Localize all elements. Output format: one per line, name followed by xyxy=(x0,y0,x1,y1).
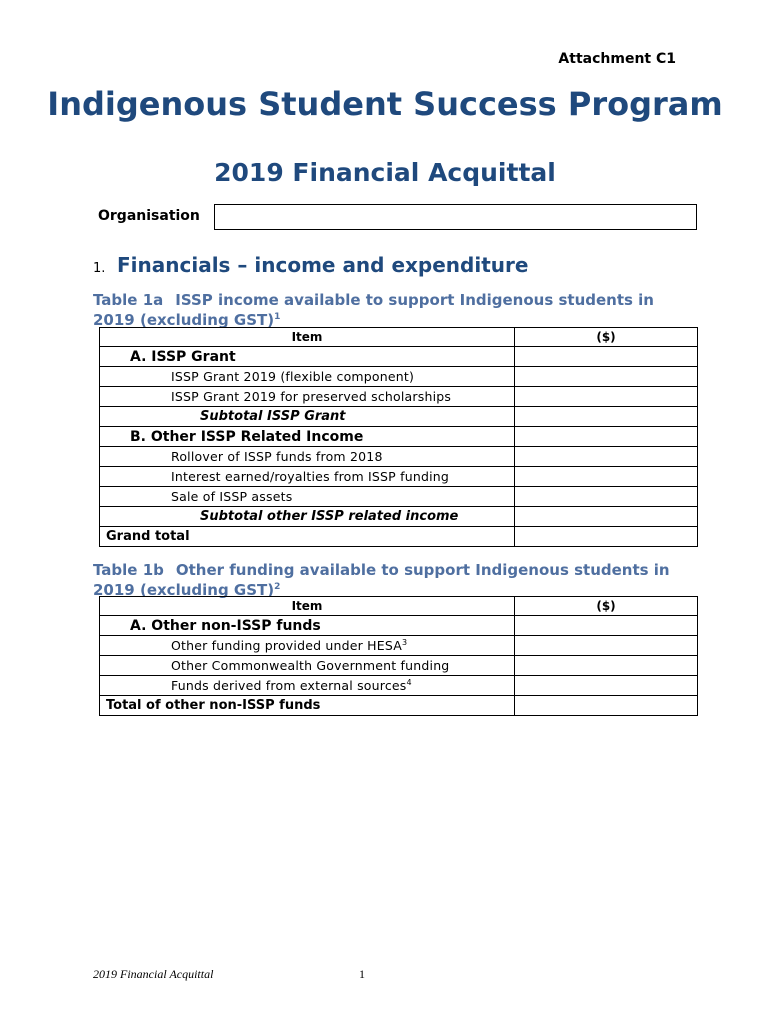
organisation-field[interactable] xyxy=(214,204,697,230)
amount-cell[interactable] xyxy=(515,367,698,387)
line-item-label: Interest earned/royalties from ISSP funding xyxy=(100,467,515,487)
amount-cell[interactable] xyxy=(515,427,698,447)
table-row xyxy=(100,696,698,716)
amount-cell[interactable] xyxy=(515,696,698,716)
table-header-row xyxy=(100,597,698,616)
amount-cell[interactable] xyxy=(515,487,698,507)
amount-cell[interactable] xyxy=(515,656,698,676)
table-1b xyxy=(99,596,698,716)
amount-cell[interactable] xyxy=(515,527,698,547)
amount-cell[interactable] xyxy=(515,347,698,367)
line-item-label: ISSP Grant 2019 for preserved scholarships xyxy=(100,387,515,407)
section-title: Financials – income and expenditure xyxy=(117,253,529,277)
table-row xyxy=(100,507,698,527)
footnote-ref: 2 xyxy=(274,582,281,592)
total-label: Total of other non-ISSP funds xyxy=(100,696,515,716)
attachment-label: Attachment C1 xyxy=(558,51,676,67)
section-heading: A. Other non-ISSP funds xyxy=(100,616,515,636)
table-row xyxy=(100,616,698,636)
footer-title: 2019 Financial Acquittal xyxy=(93,967,214,981)
subtotal-label: Subtotal other ISSP related income xyxy=(100,507,515,527)
amount-cell[interactable] xyxy=(515,616,698,636)
column-header-amount: ($) xyxy=(515,597,698,616)
amount-cell[interactable] xyxy=(515,467,698,487)
table-row xyxy=(100,387,698,407)
section-number: 1. xyxy=(93,261,106,276)
column-header-amount: ($) xyxy=(515,328,698,347)
line-item-text: Other Commonwealth Government funding xyxy=(171,658,450,674)
table-row xyxy=(100,427,698,447)
organisation-label: Organisation xyxy=(98,208,200,224)
document-subtitle: 2019 Financial Acquittal xyxy=(214,158,556,187)
subtotal-label: Subtotal ISSP Grant xyxy=(100,407,515,427)
line-item-text: Other funding provided under HESA xyxy=(171,638,402,654)
table-1b-caption xyxy=(93,562,683,599)
section-heading: A. ISSP Grant xyxy=(100,347,515,367)
line-item-text: Funds derived from external sources xyxy=(171,678,407,694)
column-header-item: Item xyxy=(100,328,515,347)
table-row xyxy=(100,636,698,656)
table-row xyxy=(100,347,698,367)
amount-cell[interactable] xyxy=(515,636,698,656)
table-row xyxy=(100,487,698,507)
table-header-row xyxy=(100,328,698,347)
table-1a xyxy=(99,327,698,547)
table-row xyxy=(100,407,698,427)
amount-cell[interactable] xyxy=(515,676,698,696)
table-1a-caption-text: ISSP income available to support Indigenous students in 2019 (excluding GST) xyxy=(93,291,654,329)
line-item-label: ISSP Grant 2019 (flexible component) xyxy=(100,367,515,387)
page-number: 1 xyxy=(359,967,365,981)
footnote-ref: 3 xyxy=(402,637,408,647)
table-1a-caption xyxy=(93,292,683,329)
footnote-ref: 1 xyxy=(274,312,281,322)
table-row xyxy=(100,527,698,547)
table-1a-id: Table 1a xyxy=(93,291,164,309)
line-item-label xyxy=(100,656,515,676)
footnote-ref: 4 xyxy=(406,677,412,687)
table-1b-id: Table 1b xyxy=(93,561,164,579)
amount-cell[interactable] xyxy=(515,387,698,407)
document-title: Indigenous Student Success Program xyxy=(47,85,723,123)
column-header-item: Item xyxy=(100,597,515,616)
amount-cell[interactable] xyxy=(515,407,698,427)
table-row xyxy=(100,656,698,676)
table-row xyxy=(100,367,698,387)
grand-total-label: Grand total xyxy=(100,527,515,547)
line-item-label xyxy=(100,676,515,696)
section-heading: B. Other ISSP Related Income xyxy=(100,427,515,447)
amount-cell[interactable] xyxy=(515,447,698,467)
table-1b-caption-text: Other funding available to support Indigenous students in 2019 (excluding GST) xyxy=(93,561,670,599)
line-item-label: Rollover of ISSP funds from 2018 xyxy=(100,447,515,467)
line-item-label xyxy=(100,636,515,656)
table-row xyxy=(100,467,698,487)
table-row xyxy=(100,447,698,467)
line-item-label: Sale of ISSP assets xyxy=(100,487,515,507)
table-row xyxy=(100,676,698,696)
amount-cell[interactable] xyxy=(515,507,698,527)
